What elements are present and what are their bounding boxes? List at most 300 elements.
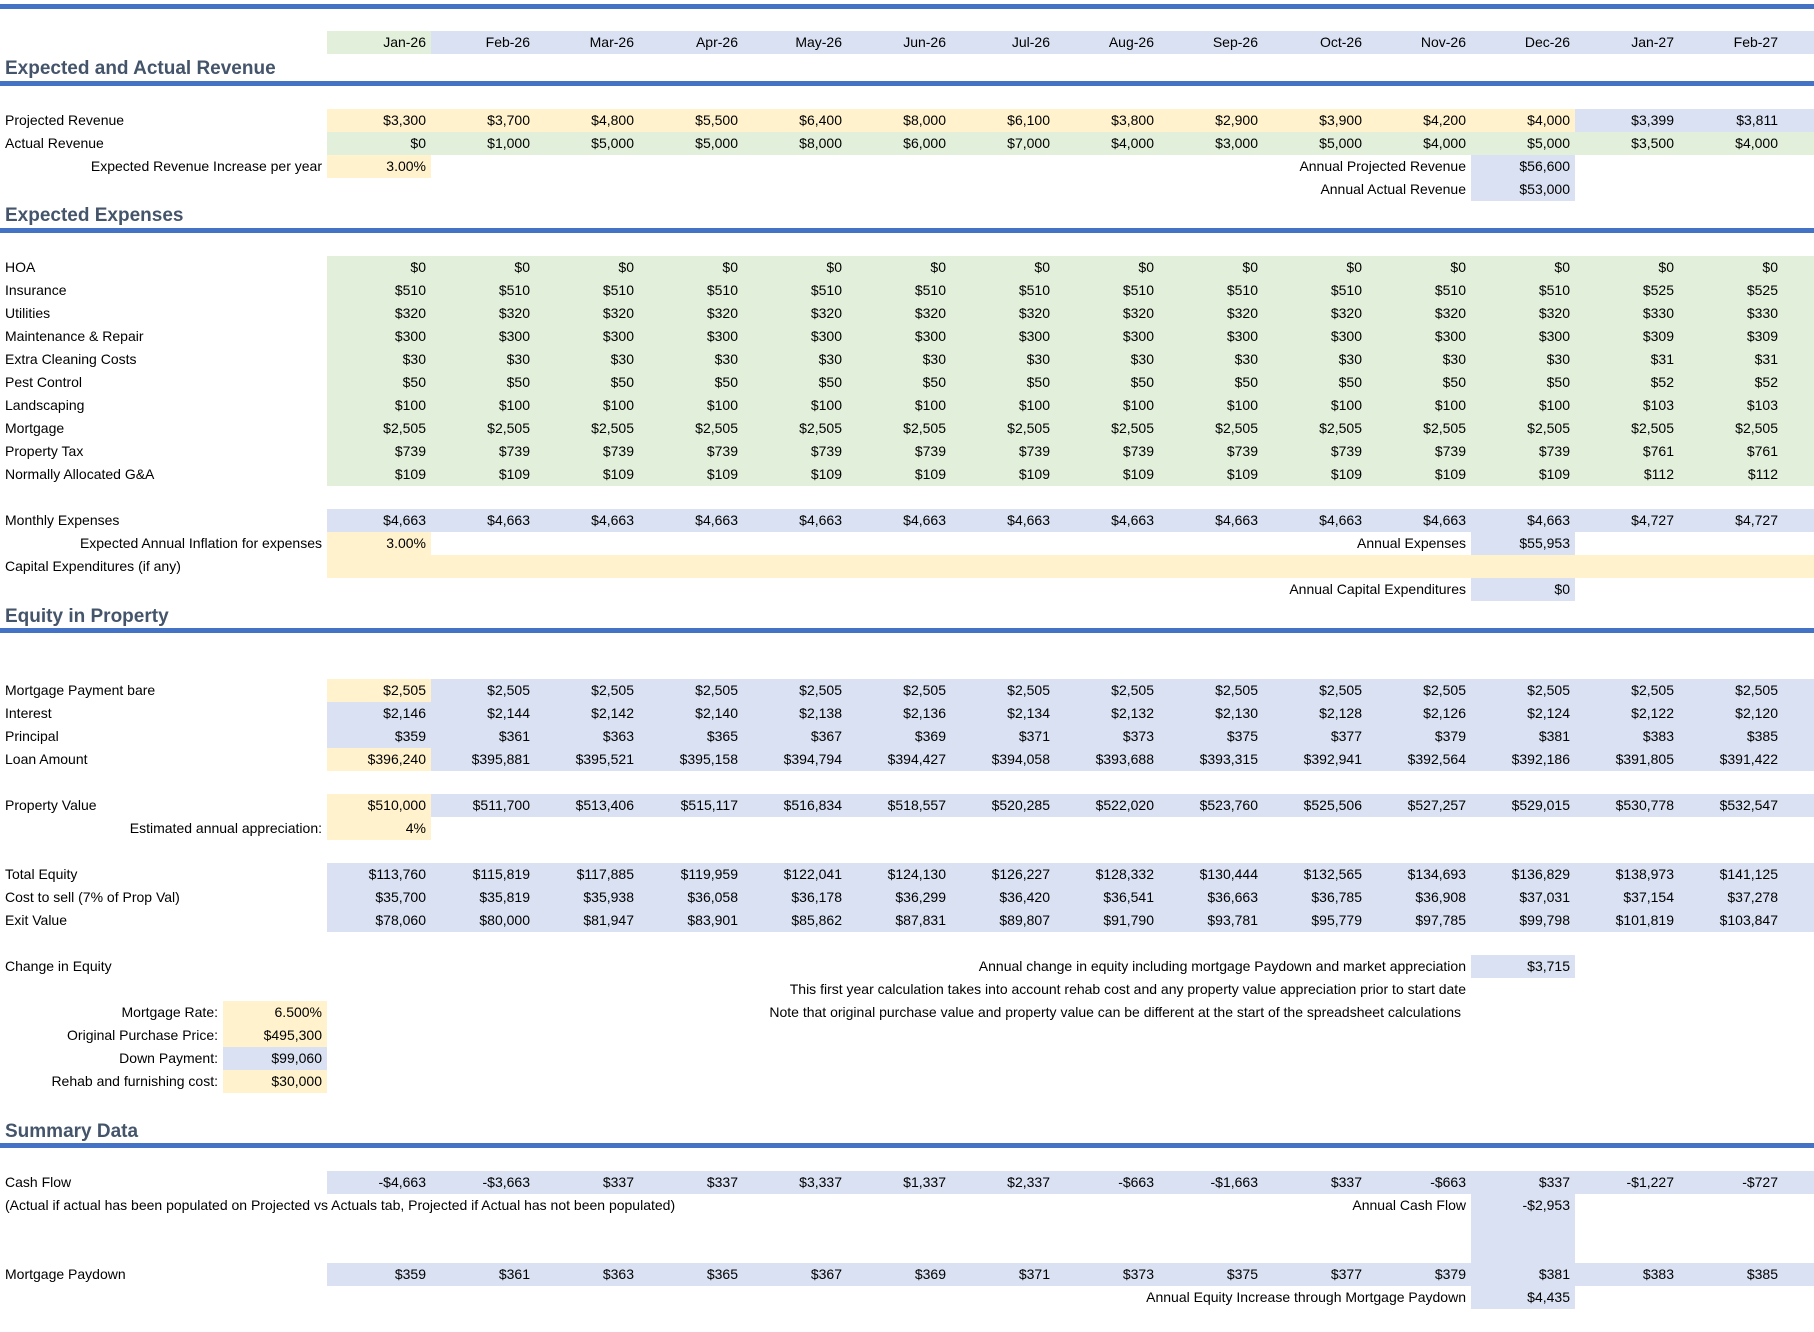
rehab-input[interactable]: $30,000 [223,1070,327,1093]
loan-amount-cell[interactable]: $396,240 [327,748,431,771]
exit-value-cell[interactable]: $83,901 [639,909,743,932]
loan-amount-label[interactable]: Loan Amount [5,751,88,767]
mortgage-expense-cell[interactable]: $2,505 [1679,417,1783,440]
actual-revenue-cell[interactable]: $5,000 [639,132,743,155]
landscaping-cell[interactable]: $100 [535,394,639,417]
month-header-cell[interactable]: Nov-26 [1367,31,1471,54]
ga-cell[interactable]: $109 [847,463,951,486]
pest-control-cell[interactable]: $50 [1263,371,1367,394]
projected-revenue-cell[interactable]: $3,700 [431,109,535,132]
annual-actual-revenue-value[interactable]: $53,000 [1471,178,1575,201]
overflow-column-cell[interactable] [1783,555,1814,578]
projected-revenue-cell[interactable]: $4,200 [1367,109,1471,132]
projected-revenue-cell[interactable]: $2,900 [1159,109,1263,132]
property-value-cell[interactable]: $523,760 [1159,794,1263,817]
monthly-expenses-cell[interactable]: $4,663 [1159,509,1263,532]
mortgage-expense-cell[interactable]: $2,505 [743,417,847,440]
actual-revenue-cell[interactable]: $4,000 [1055,132,1159,155]
overflow-column-cell[interactable] [1783,348,1814,371]
cleaning-cell[interactable]: $30 [1159,348,1263,371]
mortgage-payment-cell[interactable]: $2,505 [1367,679,1471,702]
loan-amount-cell[interactable]: $394,058 [951,748,1055,771]
maintenance-cell[interactable]: $300 [327,325,431,348]
down-payment-value[interactable]: $99,060 [223,1047,327,1070]
pest-control-cell[interactable]: $50 [1159,371,1263,394]
total-equity-cell[interactable]: $130,444 [1159,863,1263,886]
ga-cell[interactable]: $109 [1159,463,1263,486]
mortgage-paydown-cell[interactable]: $363 [535,1263,639,1286]
mortgage-expense-cell[interactable]: $2,505 [639,417,743,440]
utilities-cell[interactable]: $320 [1055,302,1159,325]
actual-revenue-cell[interactable]: $5,000 [535,132,639,155]
cost-to-sell-cell[interactable]: $36,785 [1263,886,1367,909]
interest-cell[interactable]: $2,128 [1263,702,1367,725]
maintenance-cell[interactable]: $300 [1367,325,1471,348]
insurance-cell[interactable]: $510 [535,279,639,302]
overflow-column-cell[interactable] [1783,394,1814,417]
ga-cell[interactable]: $109 [1055,463,1159,486]
mortgage-payment-cell[interactable]: $2,505 [1679,679,1783,702]
maintenance-cell[interactable]: $300 [535,325,639,348]
mortgage-payment-cell[interactable]: $2,505 [743,679,847,702]
insurance-cell[interactable]: $510 [1367,279,1471,302]
property-value-cell[interactable]: $525,506 [1263,794,1367,817]
total-equity-cell[interactable]: $134,693 [1367,863,1471,886]
cleaning-cell[interactable]: $30 [743,348,847,371]
property-tax-label[interactable]: Property Tax [5,443,84,459]
property-tax-cell[interactable]: $739 [951,440,1055,463]
loan-amount-cell[interactable]: $391,805 [1575,748,1679,771]
pest-control-cell[interactable]: $50 [327,371,431,394]
capex-cell[interactable] [431,555,535,578]
mortgage-paydown-cell[interactable]: $379 [1367,1263,1471,1286]
capex-cell[interactable] [1367,555,1471,578]
mortgage-paydown-cell[interactable]: $383 [1575,1263,1679,1286]
overflow-column-cell[interactable] [1783,417,1814,440]
property-value-cell[interactable]: $518,557 [847,794,951,817]
hoa-cell[interactable]: $0 [535,256,639,279]
interest-cell[interactable]: $2,142 [535,702,639,725]
cost-to-sell-cell[interactable]: $36,663 [1159,886,1263,909]
annual-cash-flow-value[interactable]: -$2,953 [1471,1194,1575,1217]
change-in-equity-label[interactable]: Change in Equity [5,958,112,974]
mortgage-paydown-cell[interactable]: $365 [639,1263,743,1286]
property-value-cell[interactable]: $522,020 [1055,794,1159,817]
property-tax-cell[interactable]: $739 [1471,440,1575,463]
actual-revenue-cell[interactable]: $4,000 [1367,132,1471,155]
ga-cell[interactable]: $112 [1575,463,1679,486]
utilities-cell[interactable]: $320 [639,302,743,325]
property-tax-cell[interactable]: $761 [1679,440,1783,463]
monthly-expenses-cell[interactable]: $4,727 [1679,509,1783,532]
overflow-column-cell[interactable] [1783,325,1814,348]
landscaping-cell[interactable]: $103 [1679,394,1783,417]
month-header-cell[interactable]: Jan-26 [327,31,431,54]
property-tax-cell[interactable]: $761 [1575,440,1679,463]
principal-cell[interactable]: $385 [1679,725,1783,748]
cleaning-cell[interactable]: $30 [639,348,743,371]
property-tax-cell[interactable]: $739 [535,440,639,463]
mortgage-payment-label[interactable]: Mortgage Payment bare [5,682,156,698]
cost-to-sell-cell[interactable]: $37,154 [1575,886,1679,909]
interest-cell[interactable]: $2,124 [1471,702,1575,725]
overflow-column-cell[interactable] [1783,31,1814,54]
maintenance-cell[interactable]: $309 [1575,325,1679,348]
property-value-cell[interactable]: $529,015 [1471,794,1575,817]
ga-cell[interactable]: $109 [535,463,639,486]
ga-cell[interactable]: $109 [1471,463,1575,486]
actual-revenue-label[interactable]: Actual Revenue [5,135,104,151]
mortgage-rate-input[interactable]: 6.500% [223,1001,327,1024]
exit-value-cell[interactable]: $93,781 [1159,909,1263,932]
mortgage-expense-cell[interactable]: $2,505 [1055,417,1159,440]
property-tax-cell[interactable]: $739 [1263,440,1367,463]
exit-value-label[interactable]: Exit Value [5,912,67,928]
hoa-cell[interactable]: $0 [847,256,951,279]
cost-to-sell-label[interactable]: Cost to sell (7% of Prop Val) [5,889,180,905]
insurance-cell[interactable]: $510 [431,279,535,302]
actual-revenue-cell[interactable]: $4,000 [1679,132,1783,155]
pest-control-cell[interactable]: $50 [1367,371,1471,394]
hoa-cell[interactable]: $0 [743,256,847,279]
annual-projected-revenue-value[interactable]: $56,600 [1471,155,1575,178]
inflation-input[interactable]: 3.00% [327,532,431,555]
annual-projected-revenue-label[interactable]: Annual Projected Revenue [1299,158,1466,174]
interest-cell[interactable]: $2,120 [1679,702,1783,725]
mortgage-expense-cell[interactable]: $2,505 [1367,417,1471,440]
actual-revenue-cell[interactable]: $1,000 [431,132,535,155]
maintenance-cell[interactable]: $309 [1679,325,1783,348]
ga-cell[interactable]: $109 [327,463,431,486]
mortgage-payment-cell[interactable]: $2,505 [1575,679,1679,702]
loan-amount-cell[interactable]: $395,881 [431,748,535,771]
landscaping-label[interactable]: Landscaping [5,397,85,413]
actual-revenue-cell[interactable]: $8,000 [743,132,847,155]
utilities-cell[interactable]: $320 [327,302,431,325]
principal-cell[interactable]: $367 [743,725,847,748]
mortgage-expense-label[interactable]: Mortgage [5,420,65,436]
cash-flow-cell[interactable]: $337 [535,1171,639,1194]
pest-control-cell[interactable]: $52 [1575,371,1679,394]
cash-flow-cell[interactable]: $2,337 [951,1171,1055,1194]
mortgage-expense-cell[interactable]: $2,505 [431,417,535,440]
overflow-column-cell[interactable] [1783,302,1814,325]
pest-control-cell[interactable]: $50 [431,371,535,394]
cash-flow-cell[interactable]: $337 [1263,1171,1367,1194]
pest-control-cell[interactable]: $50 [535,371,639,394]
loan-amount-cell[interactable]: $392,941 [1263,748,1367,771]
expenses-section-heading[interactable]: Expected Expenses [5,205,184,226]
exit-value-cell[interactable]: $81,947 [535,909,639,932]
interest-cell[interactable]: $2,136 [847,702,951,725]
monthly-expenses-cell[interactable]: $4,663 [743,509,847,532]
insurance-cell[interactable]: $510 [1263,279,1367,302]
pest-control-cell[interactable]: $50 [951,371,1055,394]
cleaning-cell[interactable]: $30 [535,348,639,371]
total-equity-cell[interactable]: $124,130 [847,863,951,886]
month-header-cell[interactable]: Apr-26 [639,31,743,54]
rehab-label[interactable]: Rehab and furnishing cost: [51,1073,218,1089]
property-tax-cell[interactable]: $739 [1055,440,1159,463]
exit-value-cell[interactable]: $87,831 [847,909,951,932]
cash-flow-cell[interactable]: $3,337 [743,1171,847,1194]
projected-revenue-cell[interactable]: $6,100 [951,109,1055,132]
utilities-cell[interactable]: $320 [431,302,535,325]
month-header-cell[interactable]: Aug-26 [1055,31,1159,54]
overflow-column-cell[interactable] [1783,1171,1814,1194]
property-tax-cell[interactable]: $739 [847,440,951,463]
utilities-cell[interactable]: $320 [1159,302,1263,325]
cost-to-sell-cell[interactable]: $36,541 [1055,886,1159,909]
capex-cell[interactable] [1575,555,1679,578]
insurance-cell[interactable]: $525 [1679,279,1783,302]
hoa-cell[interactable]: $0 [1575,256,1679,279]
cleaning-cell[interactable]: $31 [1679,348,1783,371]
property-value-cell[interactable]: $532,547 [1679,794,1783,817]
annual-capex-label[interactable]: Annual Capital Expenditures [1289,581,1466,597]
cost-to-sell-cell[interactable]: $36,178 [743,886,847,909]
pest-control-cell[interactable]: $50 [1055,371,1159,394]
principal-cell[interactable]: $359 [327,725,431,748]
principal-cell[interactable]: $373 [1055,725,1159,748]
month-header-cell[interactable]: Jan-27 [1575,31,1679,54]
exit-value-cell[interactable]: $91,790 [1055,909,1159,932]
cleaning-cell[interactable]: $30 [951,348,1055,371]
cleaning-cell[interactable]: $30 [1263,348,1367,371]
ga-cell[interactable]: $109 [743,463,847,486]
projected-revenue-cell[interactable]: $4,800 [535,109,639,132]
hoa-cell[interactable]: $0 [431,256,535,279]
maintenance-cell[interactable]: $300 [847,325,951,348]
utilities-cell[interactable]: $320 [951,302,1055,325]
actual-revenue-cell[interactable]: $3,000 [1159,132,1263,155]
annual-change-value[interactable]: $3,715 [1471,955,1575,978]
hoa-cell[interactable]: $0 [1367,256,1471,279]
mortgage-expense-cell[interactable]: $2,505 [1471,417,1575,440]
annual-capex-value[interactable]: $0 [1471,578,1575,601]
utilities-label[interactable]: Utilities [5,305,51,321]
maintenance-cell[interactable]: $300 [1159,325,1263,348]
landscaping-cell[interactable]: $100 [1471,394,1575,417]
monthly-expenses-cell[interactable]: $4,663 [639,509,743,532]
exit-value-cell[interactable]: $85,862 [743,909,847,932]
exit-value-cell[interactable]: $97,785 [1367,909,1471,932]
landscaping-cell[interactable]: $100 [327,394,431,417]
total-equity-cell[interactable]: $138,973 [1575,863,1679,886]
mortgage-payment-cell[interactable]: $2,505 [639,679,743,702]
total-equity-cell[interactable]: $115,819 [431,863,535,886]
landscaping-cell[interactable]: $100 [847,394,951,417]
hoa-cell[interactable]: $0 [1159,256,1263,279]
overflow-column-cell[interactable] [1783,886,1814,909]
overflow-column-cell[interactable] [1783,909,1814,932]
principal-cell[interactable]: $363 [535,725,639,748]
overflow-column-cell[interactable] [1783,1263,1814,1286]
cash-flow-label[interactable]: Cash Flow [5,1174,72,1190]
mortgage-expense-cell[interactable]: $2,505 [1159,417,1263,440]
monthly-expenses-cell[interactable]: $4,663 [535,509,639,532]
landscaping-cell[interactable]: $100 [951,394,1055,417]
property-value-cell[interactable]: $516,834 [743,794,847,817]
interest-cell[interactable]: $2,144 [431,702,535,725]
principal-cell[interactable]: $381 [1471,725,1575,748]
exit-value-cell[interactable]: $89,807 [951,909,1055,932]
insurance-cell[interactable]: $510 [1159,279,1263,302]
purchase-price-input[interactable]: $495,300 [223,1024,327,1047]
empty-cell[interactable] [1471,1240,1575,1263]
total-equity-label[interactable]: Total Equity [5,866,78,882]
loan-amount-cell[interactable]: $393,688 [1055,748,1159,771]
mortgage-payment-cell[interactable]: $2,505 [1055,679,1159,702]
pest-control-cell[interactable]: $50 [847,371,951,394]
mortgage-paydown-cell[interactable]: $359 [327,1263,431,1286]
cleaning-cell[interactable]: $30 [847,348,951,371]
overflow-column-cell[interactable] [1783,794,1814,817]
utilities-cell[interactable]: $320 [1367,302,1471,325]
loan-amount-cell[interactable]: $394,794 [743,748,847,771]
purchase-value-note[interactable]: Note that original purchase value and property value can be different at the start of the spreadsheet calculations [769,1004,1461,1020]
principal-cell[interactable]: $375 [1159,725,1263,748]
overflow-column-cell[interactable] [1783,679,1814,702]
cost-to-sell-cell[interactable]: $37,031 [1471,886,1575,909]
principal-cell[interactable]: $371 [951,725,1055,748]
cash-flow-cell[interactable]: -$4,663 [327,1171,431,1194]
annual-change-label[interactable]: Annual change in equity including mortgage Paydown and market appreciation [978,958,1466,974]
mortgage-payment-cell[interactable]: $2,505 [1159,679,1263,702]
monthly-expenses-cell[interactable]: $4,663 [327,509,431,532]
total-equity-cell[interactable]: $136,829 [1471,863,1575,886]
mortgage-payment-cell[interactable]: $2,505 [535,679,639,702]
mortgage-paydown-cell[interactable]: $377 [1263,1263,1367,1286]
mortgage-payment-cell[interactable]: $2,505 [327,679,431,702]
revenue-section-heading[interactable]: Expected and Actual Revenue [5,58,276,79]
cleaning-cell[interactable]: $30 [1055,348,1159,371]
cash-flow-cell[interactable]: -$1,663 [1159,1171,1263,1194]
maintenance-cell[interactable]: $300 [639,325,743,348]
insurance-cell[interactable]: $510 [951,279,1055,302]
capex-cell[interactable] [1159,555,1263,578]
landscaping-cell[interactable]: $100 [743,394,847,417]
insurance-cell[interactable]: $510 [639,279,743,302]
projected-revenue-label[interactable]: Projected Revenue [5,112,125,128]
annual-expenses-value[interactable]: $55,953 [1471,532,1575,555]
mortgage-paydown-cell[interactable]: $371 [951,1263,1055,1286]
capex-cell[interactable] [847,555,951,578]
mortgage-rate-label[interactable]: Mortgage Rate: [121,1004,218,1020]
property-tax-cell[interactable]: $739 [327,440,431,463]
capex-cell[interactable] [951,555,1055,578]
ga-cell[interactable]: $109 [951,463,1055,486]
property-value-cell[interactable]: $515,117 [639,794,743,817]
actual-revenue-cell[interactable]: $5,000 [1263,132,1367,155]
annual-expenses-label[interactable]: Annual Expenses [1357,535,1466,551]
overflow-column-cell[interactable] [1783,440,1814,463]
loan-amount-cell[interactable]: $394,427 [847,748,951,771]
appreciation-input[interactable]: 4% [327,817,431,840]
exit-value-cell[interactable]: $95,779 [1263,909,1367,932]
exit-value-cell[interactable]: $80,000 [431,909,535,932]
total-equity-cell[interactable]: $128,332 [1055,863,1159,886]
mortgage-paydown-cell[interactable]: $367 [743,1263,847,1286]
projected-revenue-cell[interactable]: $6,400 [743,109,847,132]
total-equity-cell[interactable]: $126,227 [951,863,1055,886]
hoa-cell[interactable]: $0 [1679,256,1783,279]
hoa-label[interactable]: HOA [5,259,36,275]
pest-control-cell[interactable]: $50 [1471,371,1575,394]
overflow-column-cell[interactable] [1783,256,1814,279]
mortgage-payment-cell[interactable]: $2,505 [951,679,1055,702]
principal-cell[interactable]: $369 [847,725,951,748]
monthly-expenses-cell[interactable]: $4,663 [1471,509,1575,532]
total-equity-cell[interactable]: $113,760 [327,863,431,886]
insurance-label[interactable]: Insurance [5,282,67,298]
loan-amount-cell[interactable]: $393,315 [1159,748,1263,771]
maintenance-cell[interactable]: $300 [1055,325,1159,348]
maintenance-cell[interactable]: $300 [1471,325,1575,348]
mortgage-expense-cell[interactable]: $2,505 [951,417,1055,440]
cleaning-label[interactable]: Extra Cleaning Costs [5,351,137,367]
mortgage-paydown-label[interactable]: Mortgage Paydown [5,1266,126,1282]
utilities-cell[interactable]: $320 [743,302,847,325]
interest-cell[interactable]: $2,140 [639,702,743,725]
loan-amount-cell[interactable]: $392,564 [1367,748,1471,771]
interest-cell[interactable]: $2,146 [327,702,431,725]
property-tax-cell[interactable]: $739 [743,440,847,463]
cleaning-cell[interactable]: $31 [1575,348,1679,371]
month-header-cell[interactable]: Feb-27 [1679,31,1783,54]
capex-cell[interactable] [1471,555,1575,578]
inflation-label[interactable]: Expected Annual Inflation for expenses [79,535,322,551]
overflow-column-cell[interactable] [1783,863,1814,886]
overflow-column-cell[interactable] [1783,109,1814,132]
cash-flow-cell[interactable]: -$1,227 [1575,1171,1679,1194]
exit-value-cell[interactable]: $101,819 [1575,909,1679,932]
corner-cell[interactable] [0,31,327,54]
property-value-cell[interactable]: $527,257 [1367,794,1471,817]
overflow-column-cell[interactable] [1783,725,1814,748]
overflow-column-cell[interactable] [1783,509,1814,532]
insurance-cell[interactable]: $510 [847,279,951,302]
actual-revenue-cell[interactable]: $6,000 [847,132,951,155]
landscaping-cell[interactable]: $100 [1367,394,1471,417]
mortgage-payment-cell[interactable]: $2,505 [1263,679,1367,702]
property-value-label[interactable]: Property Value [5,797,97,813]
interest-cell[interactable]: $2,122 [1575,702,1679,725]
overflow-column-cell[interactable] [1783,132,1814,155]
month-header-cell[interactable]: Mar-26 [535,31,639,54]
cash-flow-cell[interactable]: -$663 [1055,1171,1159,1194]
property-value-cell[interactable]: $520,285 [951,794,1055,817]
cash-flow-cell[interactable]: $337 [1471,1171,1575,1194]
interest-cell[interactable]: $2,134 [951,702,1055,725]
pest-control-label[interactable]: Pest Control [5,374,83,390]
capex-cell[interactable] [327,555,431,578]
property-value-cell[interactable]: $530,778 [1575,794,1679,817]
total-equity-cell[interactable]: $141,125 [1679,863,1783,886]
equity-section-heading[interactable]: Equity in Property [5,606,169,627]
cash-flow-cell[interactable]: -$663 [1367,1171,1471,1194]
cleaning-cell[interactable]: $30 [327,348,431,371]
annual-cash-flow-label[interactable]: Annual Cash Flow [1352,1197,1466,1213]
monthly-expenses-cell[interactable]: $4,663 [1055,509,1159,532]
monthly-expenses-cell[interactable]: $4,663 [847,509,951,532]
property-tax-cell[interactable]: $739 [1159,440,1263,463]
cash-flow-cell[interactable]: $1,337 [847,1171,951,1194]
property-value-cell[interactable]: $510,000 [327,794,431,817]
property-tax-cell[interactable]: $739 [639,440,743,463]
overflow-column-cell[interactable] [1783,463,1814,486]
principal-cell[interactable]: $383 [1575,725,1679,748]
